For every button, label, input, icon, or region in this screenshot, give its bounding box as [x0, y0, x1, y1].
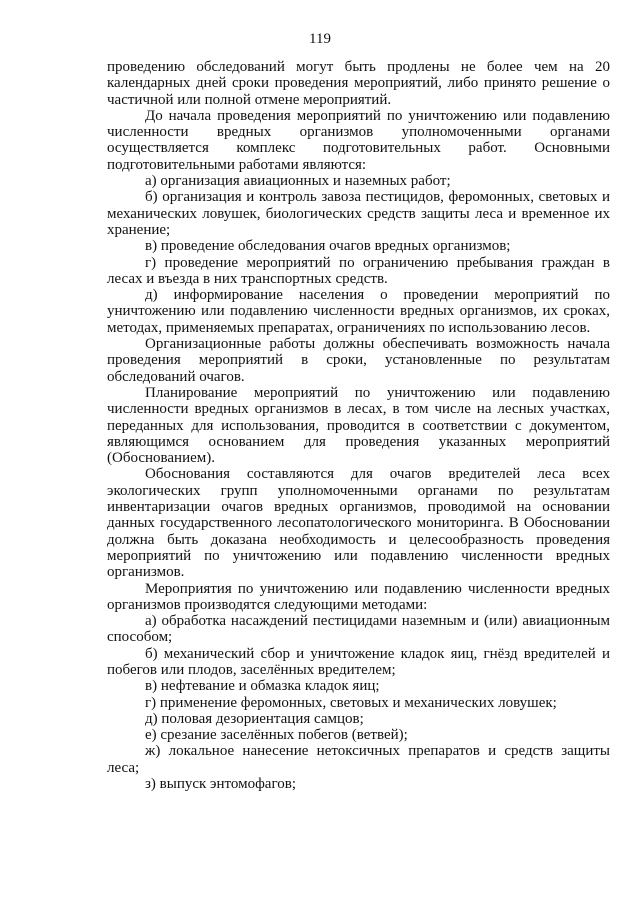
list-item: г) применение феромонных, световых и механических ловушек;	[145, 694, 557, 711]
page-number: 119	[309, 31, 331, 47]
paragraph: Планирование мероприятий по уничтожению или подавлению численности вредных организмов в лесах, в том числе на лесных участках, переданных для использования, проводится в соответствии с документом, являющимся основанием для проведения указанных мероприятий (Обоснованием).	[107, 384, 610, 467]
body-text	[107, 59, 610, 792]
paragraph: Организационные работы должны обеспечивать возможность начала проведения мероприятий в сроки, установленные по результатам обследований очагов.	[107, 336, 610, 385]
list-item: ж) локальное нанесение нетоксичных препаратов и средств защиты леса;	[107, 743, 610, 776]
paragraph: Мероприятия по уничтожению или подавлению численности вредных организмов производятся следующими методами:	[107, 580, 610, 613]
list-item: а) обработка насаждений пестицидами наземным и (или) авиационным способом;	[107, 613, 610, 646]
list-item: б) механический сбор и уничтожение кладок яиц, гнёзд вредителей и побегов или плодов, заселённых вредителем;	[107, 645, 610, 678]
list-item: б) организация и контроль завоза пестицидов, феромонных, световых и механических ловушек, биологических средств защиты леса и временное их хранение;	[107, 189, 610, 238]
list-item: в) нефтевание и обмазка кладок яиц;	[145, 678, 380, 695]
list-item: д) половая дезориентация самцов;	[145, 710, 364, 727]
paragraph: Обоснования составляются для очагов вредителей леса всех экологических групп уполномоченными органами по результатам инвентаризации очагов вредных организмов, проводимой на основании данных государственного лесопатологического мониторинга. В Обосновании должна быть доказана необходимость и целесообразность проведения мероприятий по уничтожению или подавлению численности вредных организмов.	[107, 466, 610, 581]
paragraph: До начала проведения мероприятий по уничтожению или подавлению численности вредных организмов уполномоченными органами осуществляется комплекс подготовительных работ. Основными подготовительными работами являются:	[107, 107, 610, 173]
paragraph: проведению обследований могут быть продлены не более чем на 20 календарных дней сроки проведения мероприятий, либо принято решение о частичной или полной отмене мероприятий.	[107, 59, 610, 108]
list-item: д) информирование населения о проведении мероприятий по уничтожению или подавлению численности вредных организмов, их сроках, методах, применяемых препаратах, ограничениях по использованию лесов.	[107, 287, 610, 336]
list-item: в) проведение обследования очагов вредных организмов;	[145, 238, 511, 255]
list-item: з) выпуск энтомофагов;	[145, 776, 296, 793]
list-item: а) организация авиационных и наземных работ;	[145, 173, 451, 190]
list-item: г) проведение мероприятий по ограничению пребывания граждан в лесах и въезда в них транспортных средств.	[107, 254, 610, 287]
list-item: е) срезание заселённых побегов (ветвей);	[145, 727, 408, 744]
